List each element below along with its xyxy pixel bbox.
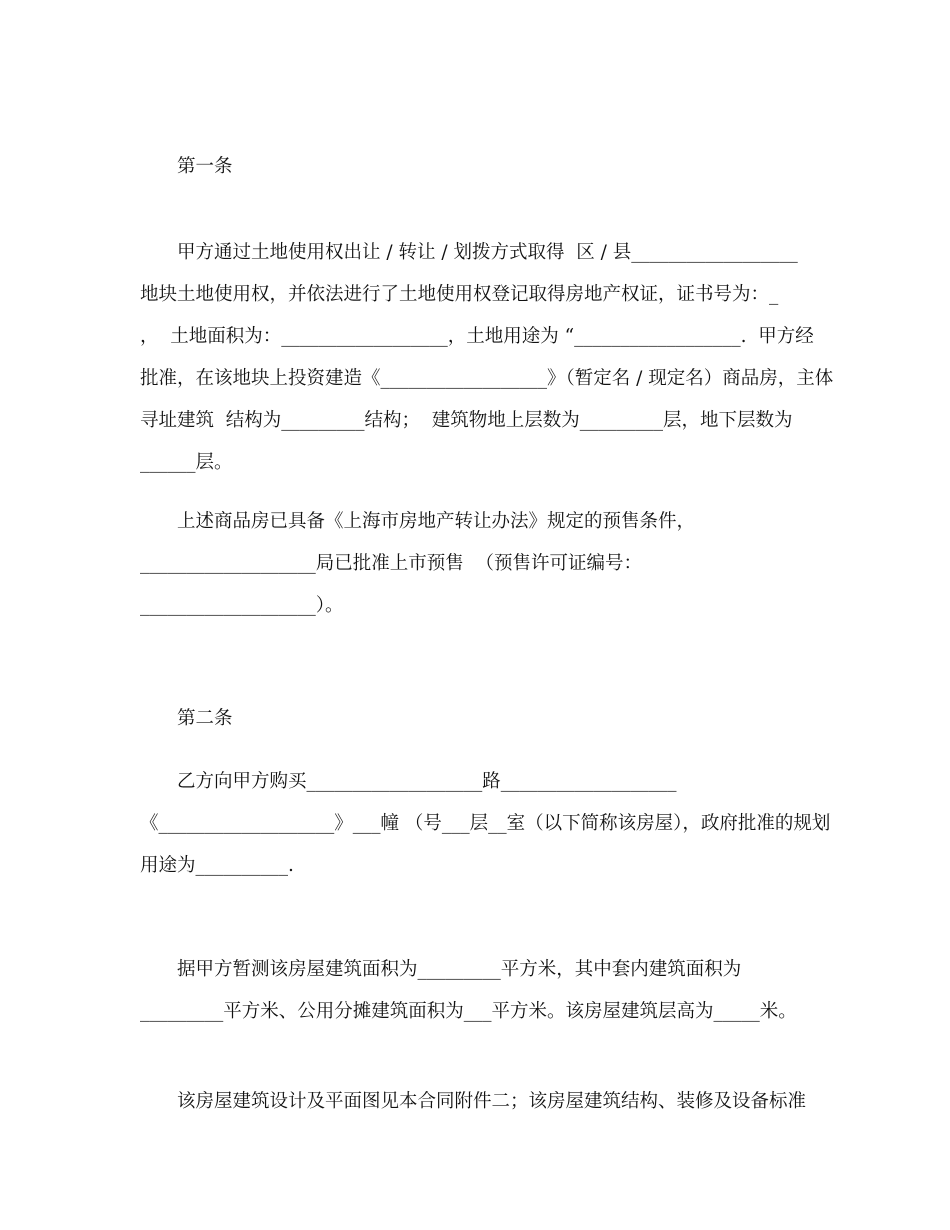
article-1-heading: 第一条 <box>177 156 233 177</box>
article-2-para-3-line: 该房屋建筑设计及平面图见本合同附件二；该房屋建筑结构、装修及设备标准 <box>177 1091 807 1112</box>
article-1-para-1-line: ， 土地面积为：__________________，土地用途为 “__________________. 甲方经 <box>140 326 814 347</box>
article-2-para-1-line: 《___________________》___幢 （号___层__室（以下简称该房屋），政府批准的规划 <box>140 813 831 834</box>
article-1-para-2-line: 上述商品房已具备《上海市房地产转让办法》规定的预售条件， <box>177 511 696 532</box>
article-2-para-2-line: 据甲方暂测该房屋建筑面积为_________平方米，其中套内建筑面积为 <box>177 959 742 980</box>
article-2-para-1-line: 乙方向甲方购买___________________路___________________ <box>177 771 677 792</box>
article-2-para-2-line: _________平方米、公用分摊建筑面积为___平方米。该房屋建筑层高为_____米。 <box>140 1001 797 1022</box>
article-1-para-2-line: ___________________）。 <box>140 595 344 616</box>
article-2-para-1-line: 用途为__________. <box>140 855 294 876</box>
article-1-para-1-line: 甲方通过土地使用权出让 / 转让 / 划拨方式取得 区 / 县__________________ <box>177 242 798 263</box>
article-1-para-1-line: 批准，在该地块上投资建造《__________________》（暂定名 / 现定名）商品房，主体 <box>140 368 834 389</box>
article-1-para-1-line: ______层。 <box>140 452 233 473</box>
article-2-heading: 第二条 <box>177 708 233 729</box>
article-1-para-1-line: 地块土地使用权，并依法进行了土地使用权登记取得房地产权证，证书号为：_ <box>140 284 779 305</box>
article-1-para-1-line: 寻址建筑 结构为_________结构； 建筑物地上层数为_________层，地下层数为 <box>140 410 793 431</box>
article-1-para-2-line: ___________________局已批准上市预售 （预售许可证编号： <box>140 553 643 574</box>
